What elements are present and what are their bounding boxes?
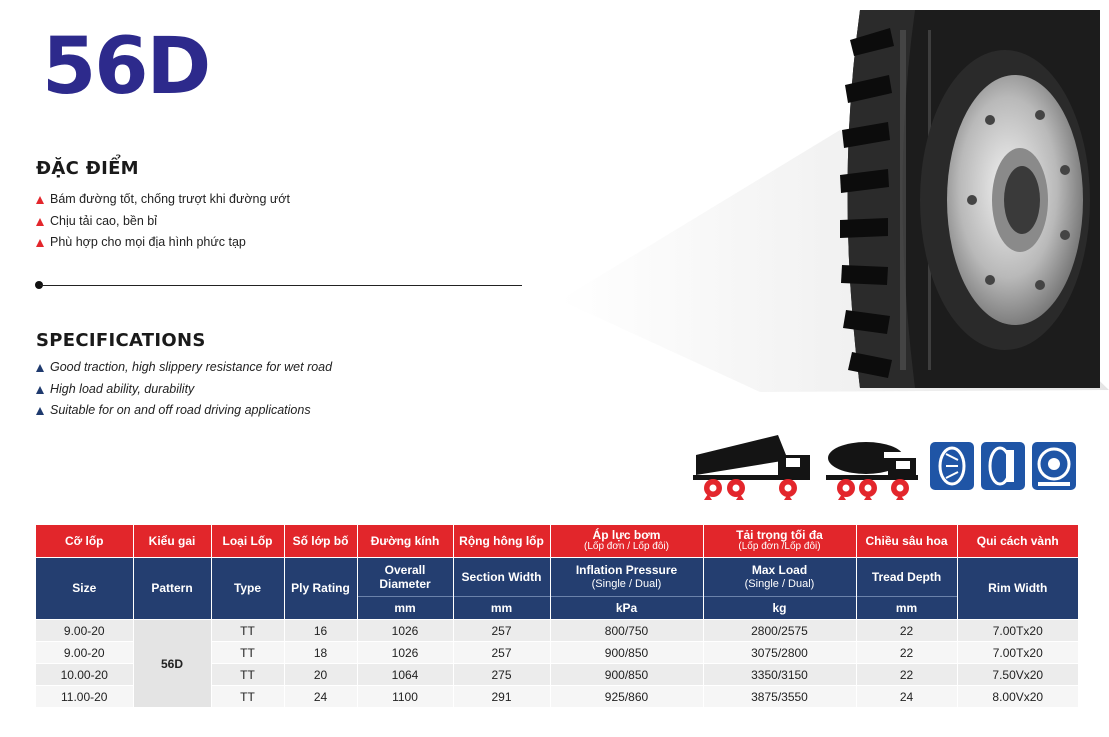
model-title: 56D — [42, 22, 210, 112]
cell-ply: 20 — [284, 664, 357, 686]
triangle-bullet-icon — [36, 407, 44, 415]
cell-rim: 7.00Tx20 — [957, 642, 1078, 664]
header-en-width: Section Width — [453, 558, 550, 597]
cell-load: 3350/3150 — [703, 664, 856, 686]
header-vi-type: Loại Lốp — [211, 525, 284, 558]
cell-width: 257 — [453, 620, 550, 642]
cell-diameter: 1026 — [357, 642, 453, 664]
triangle-bullet-icon — [36, 239, 44, 247]
header-vi-diameter: Đường kính — [357, 525, 453, 558]
header-vi-size: Cỡ lốp — [36, 525, 133, 558]
dump-truck-icon — [693, 435, 810, 500]
header-vi-load: Tải trọng tối đa (Lốp đơn /Lốp đôi) — [703, 525, 856, 558]
specification-table — [36, 525, 1078, 707]
cell-diameter: 1064 — [357, 664, 453, 686]
header-vi-pattern: Kiểu gai — [133, 525, 211, 558]
cell-pressure: 800/750 — [550, 620, 703, 642]
cell-ply: 24 — [284, 686, 357, 708]
divider-line — [40, 285, 522, 286]
table-row — [36, 620, 1078, 642]
header-en-depth: Tread Depth — [856, 558, 957, 597]
cell-ply: 16 — [284, 620, 357, 642]
header-row-en — [36, 558, 1078, 597]
unit-width: mm — [453, 597, 550, 620]
header-vi-width: Rộng hông lốp — [453, 525, 550, 558]
header-en-load: Max Load (Single / Dual) — [703, 558, 856, 597]
unit-pressure: kPa — [550, 597, 703, 620]
feature-vi-item: Phù hợp cho mọi địa hình phức tạp — [36, 232, 290, 254]
features-en-list — [36, 357, 332, 422]
cell-pressure: 925/860 — [550, 686, 703, 708]
cell-load: 3875/3550 — [703, 686, 856, 708]
cell-type: TT — [211, 620, 284, 642]
cell-pressure: 900/850 — [550, 664, 703, 686]
header-vi-depth: Chiều sâu hoa — [856, 525, 957, 558]
header-en-pattern: Pattern — [133, 558, 211, 620]
feature-en-item: Suitable for on and off road driving applications — [36, 400, 332, 422]
cell-diameter: 1026 — [357, 620, 453, 642]
features-vi-title: ĐẶC ĐIỂM — [36, 158, 139, 179]
header-row-vi — [36, 525, 1078, 558]
cell-type: TT — [211, 642, 284, 664]
cell-rim: 7.00Tx20 — [957, 620, 1078, 642]
cell-ply: 18 — [284, 642, 357, 664]
cell-rim: 8.00Vx20 — [957, 686, 1078, 708]
triangle-bullet-icon — [36, 218, 44, 226]
unit-diameter: mm — [357, 597, 453, 620]
feature-en-item: Good traction, high slippery resistance for wet road — [36, 357, 332, 379]
tread-pattern-icon — [930, 442, 974, 490]
cell-rim: 7.50Vx20 — [957, 664, 1078, 686]
tire-side-icon — [981, 442, 1025, 490]
features-vi-list — [36, 189, 290, 254]
cell-size: 9.00-20 — [36, 642, 133, 664]
cell-size: 11.00-20 — [36, 686, 133, 708]
cell-width: 257 — [453, 642, 550, 664]
header-vi-pressure: Áp lực bơm (Lốp đơn / Lốp đôi) — [550, 525, 703, 558]
cell-depth: 22 — [856, 642, 957, 664]
cell-diameter: 1100 — [357, 686, 453, 708]
feature-vi-item: Bám đường tốt, chống trượt khi đường ướt — [36, 189, 290, 211]
feature-en-item: High load ability, durability — [36, 379, 332, 401]
application-icons — [688, 430, 1088, 500]
header-en-pressure: Inflation Pressure (Single / Dual) — [550, 558, 703, 597]
header-en-rim: Rim Width — [957, 558, 1078, 620]
cell-type: TT — [211, 686, 284, 708]
cell-pressure: 900/850 — [550, 642, 703, 664]
triangle-bullet-icon — [36, 386, 44, 394]
cell-load: 3075/2800 — [703, 642, 856, 664]
header-en-type: Type — [211, 558, 284, 620]
cell-size: 9.00-20 — [36, 620, 133, 642]
cell-size: 10.00-20 — [36, 664, 133, 686]
header-vi-rim: Qui cách vành — [957, 525, 1078, 558]
header-en-diameter: Overall Diameter — [357, 558, 453, 597]
header-en-ply: Ply Rating — [284, 558, 357, 620]
cell-type: TT — [211, 664, 284, 686]
cell-depth: 22 — [856, 664, 957, 686]
unit-load: kg — [703, 597, 856, 620]
cell-depth: 22 — [856, 620, 957, 642]
specifications-title: SPECIFICATIONS — [36, 330, 206, 351]
feature-vi-item: Chịu tải cao, bền bỉ — [36, 211, 290, 233]
header-vi-ply: Số lớp bố — [284, 525, 357, 558]
triangle-bullet-icon — [36, 196, 44, 204]
cell-width: 275 — [453, 664, 550, 686]
tire-product-image — [560, 0, 1109, 392]
triangle-bullet-icon — [36, 364, 44, 372]
mixer-truck-icon — [826, 442, 922, 500]
cell-width: 291 — [453, 686, 550, 708]
wheel-rim-icon — [1032, 442, 1076, 490]
unit-depth: mm — [856, 597, 957, 620]
header-en-size: Size — [36, 558, 133, 620]
cell-depth: 24 — [856, 686, 957, 708]
cell-pattern: 56D — [133, 620, 211, 708]
cell-load: 2800/2575 — [703, 620, 856, 642]
